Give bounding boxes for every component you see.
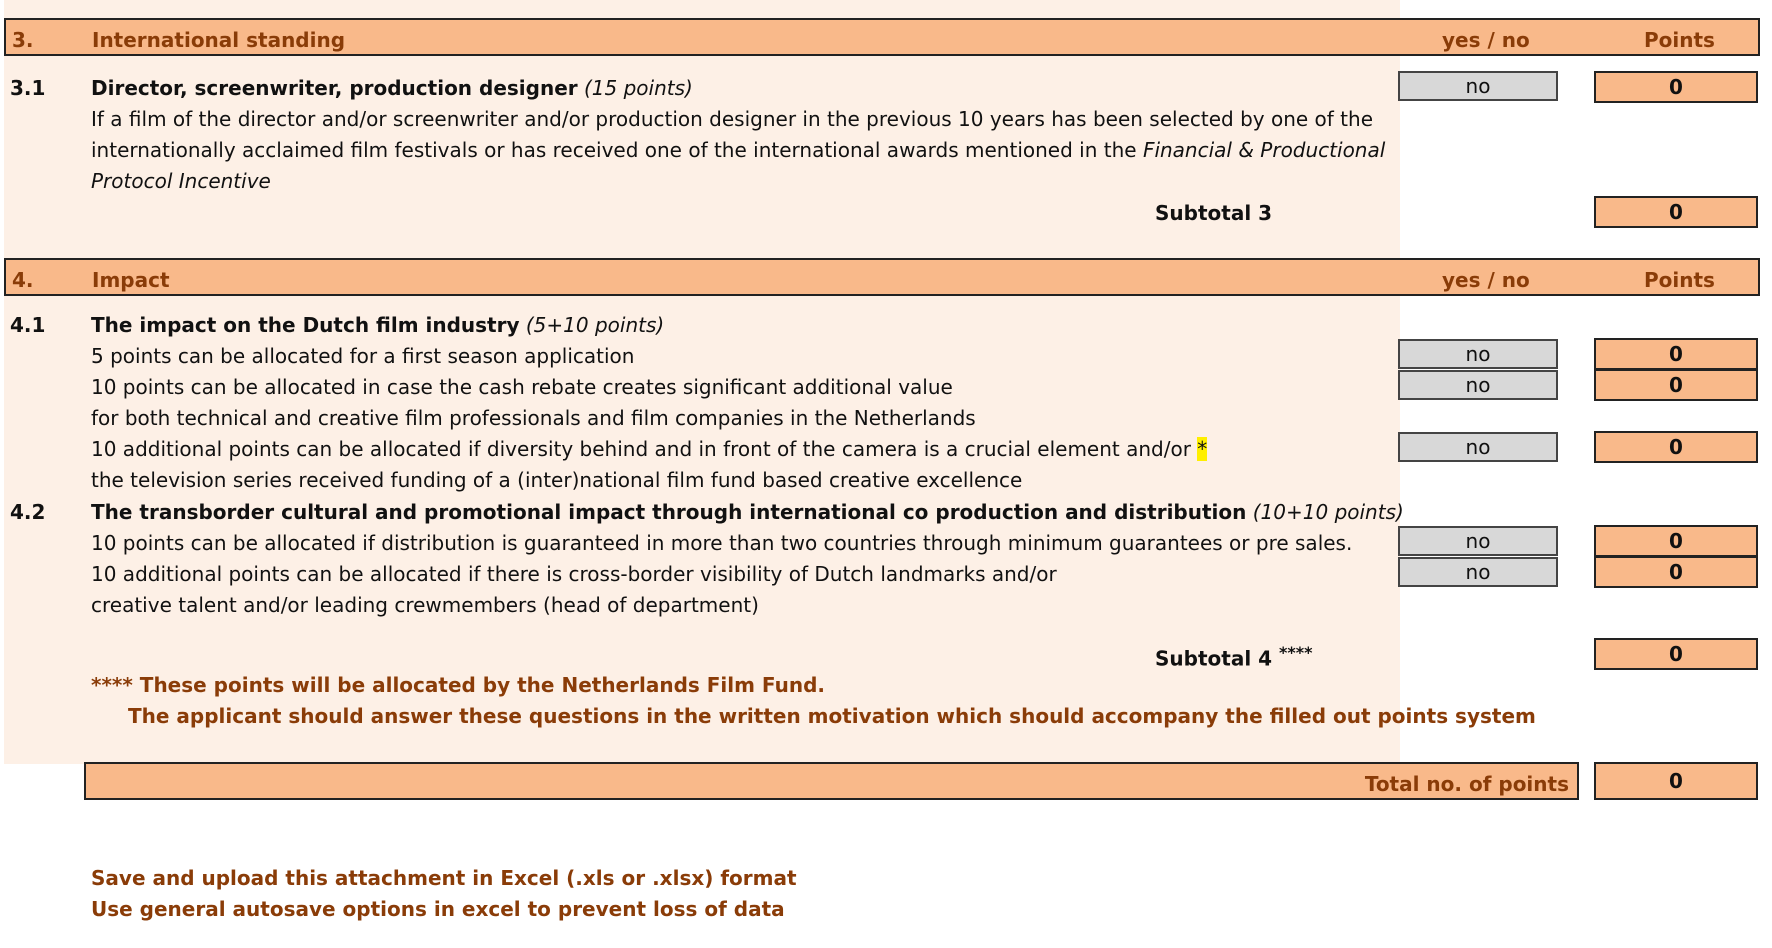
q31-number: 3.1 bbox=[10, 76, 46, 100]
q31-line2-row bbox=[91, 138, 1385, 162]
q31-title-points: (15 points) bbox=[584, 76, 693, 100]
q42-title-points: (10+10 points) bbox=[1252, 500, 1404, 524]
q41-line-e: the television series received funding of a (inter)national film fund based creative excellence bbox=[91, 468, 1023, 492]
q41-title: The impact on the Dutch film industry bbox=[91, 313, 520, 337]
section3-header bbox=[4, 18, 1760, 56]
section4-header bbox=[4, 258, 1760, 296]
q41-points-3: 0 bbox=[1594, 431, 1758, 463]
q31-title-row bbox=[91, 76, 693, 100]
q31-answer-dropdown[interactable]: no bbox=[1398, 71, 1558, 101]
section3-title: International standing bbox=[92, 28, 346, 52]
q42-points-2: 0 bbox=[1594, 556, 1758, 588]
q41-title-points: (5+10 points) bbox=[525, 313, 665, 337]
q31-title: Director, screenwriter, production designer bbox=[91, 76, 578, 100]
q41-line-d-mark: * bbox=[1197, 437, 1208, 461]
section3-points-header: Points bbox=[1644, 28, 1715, 52]
footer-line-2: Use general autosave options in excel to prevent loss of data bbox=[91, 897, 785, 921]
q41-line-a: 5 points can be allocated for a first season application bbox=[91, 344, 635, 368]
q42-number: 4.2 bbox=[10, 500, 46, 524]
section3-number: 3. bbox=[12, 28, 34, 52]
q42-title: The transborder cultural and promotional impact through international co production and distribution bbox=[91, 500, 1247, 524]
section4-yesno-header: yes / no bbox=[1442, 268, 1530, 292]
section4-note-2: The applicant should answer these questions in the written motivation which should accompany the filled out points system bbox=[128, 704, 1536, 728]
q41-answer-dropdown-2[interactable]: no bbox=[1398, 370, 1558, 400]
q41-line-d: 10 additional points can be allocated if diversity behind and in front of the camera is a crucial element and/or bbox=[91, 437, 1191, 461]
q41-number: 4.1 bbox=[10, 313, 46, 337]
subtotal4-mark: **** bbox=[1279, 643, 1313, 662]
q31-line3: Protocol Incentive bbox=[91, 169, 271, 193]
q41-line-b: 10 points can be allocated in case the cash rebate creates significant additional value bbox=[91, 375, 953, 399]
subtotal4-row bbox=[1155, 641, 1313, 671]
q41-points-2: 0 bbox=[1594, 369, 1758, 401]
q42-line-b: 10 additional points can be allocated if there is cross-border visibility of Dutch landmarks and/or bbox=[91, 562, 1057, 586]
subtotal4-value: 0 bbox=[1594, 638, 1758, 670]
q31-points: 0 bbox=[1594, 71, 1758, 103]
section4-title: Impact bbox=[92, 268, 170, 292]
subtotal4-label: Subtotal 4 bbox=[1155, 646, 1273, 671]
q41-line-c: for both technical and creative film professionals and film companies in the Netherlands bbox=[91, 406, 976, 430]
q31-line2: internationally acclaimed film festivals or has received one of the international awards mentioned in the bbox=[91, 138, 1137, 162]
footer-line-1: Save and upload this attachment in Excel (.xls or .xlsx) format bbox=[91, 866, 797, 890]
total-value: 0 bbox=[1594, 762, 1758, 800]
q42-line-c: creative talent and/or leading crewmembers (head of department) bbox=[91, 593, 759, 617]
q41-line-d-row bbox=[91, 437, 1207, 461]
total-label: Total no. of points bbox=[1364, 772, 1569, 796]
q42-points-1: 0 bbox=[1594, 525, 1758, 557]
q41-title-row bbox=[91, 313, 664, 337]
section3-yesno-header: yes / no bbox=[1442, 28, 1530, 52]
q41-answer-dropdown-3[interactable]: no bbox=[1398, 432, 1558, 462]
q31-line2-italic: Financial & Productional bbox=[1142, 138, 1386, 162]
section4-number: 4. bbox=[12, 268, 34, 292]
q41-answer-dropdown-1[interactable]: no bbox=[1398, 339, 1558, 369]
q31-line1: If a film of the director and/or screenwriter and/or production designer in the previous 10 years has been selected by one of the bbox=[91, 107, 1373, 131]
q41-points-1: 0 bbox=[1594, 338, 1758, 370]
total-bar bbox=[84, 762, 1579, 800]
section4-note-1: **** These points will be allocated by the Netherlands Film Fund. bbox=[91, 673, 825, 697]
section4-points-header: Points bbox=[1644, 268, 1715, 292]
subtotal3-label: Subtotal 3 bbox=[1155, 201, 1273, 225]
subtotal3-value: 0 bbox=[1594, 196, 1758, 228]
q42-answer-dropdown-1[interactable]: no bbox=[1398, 526, 1558, 556]
q42-line-a: 10 points can be allocated if distribution is guaranteed in more than two countries through minimum guarantees or pre sales. bbox=[91, 531, 1353, 555]
q42-answer-dropdown-2[interactable]: no bbox=[1398, 557, 1558, 587]
q42-title-row bbox=[91, 500, 1404, 524]
